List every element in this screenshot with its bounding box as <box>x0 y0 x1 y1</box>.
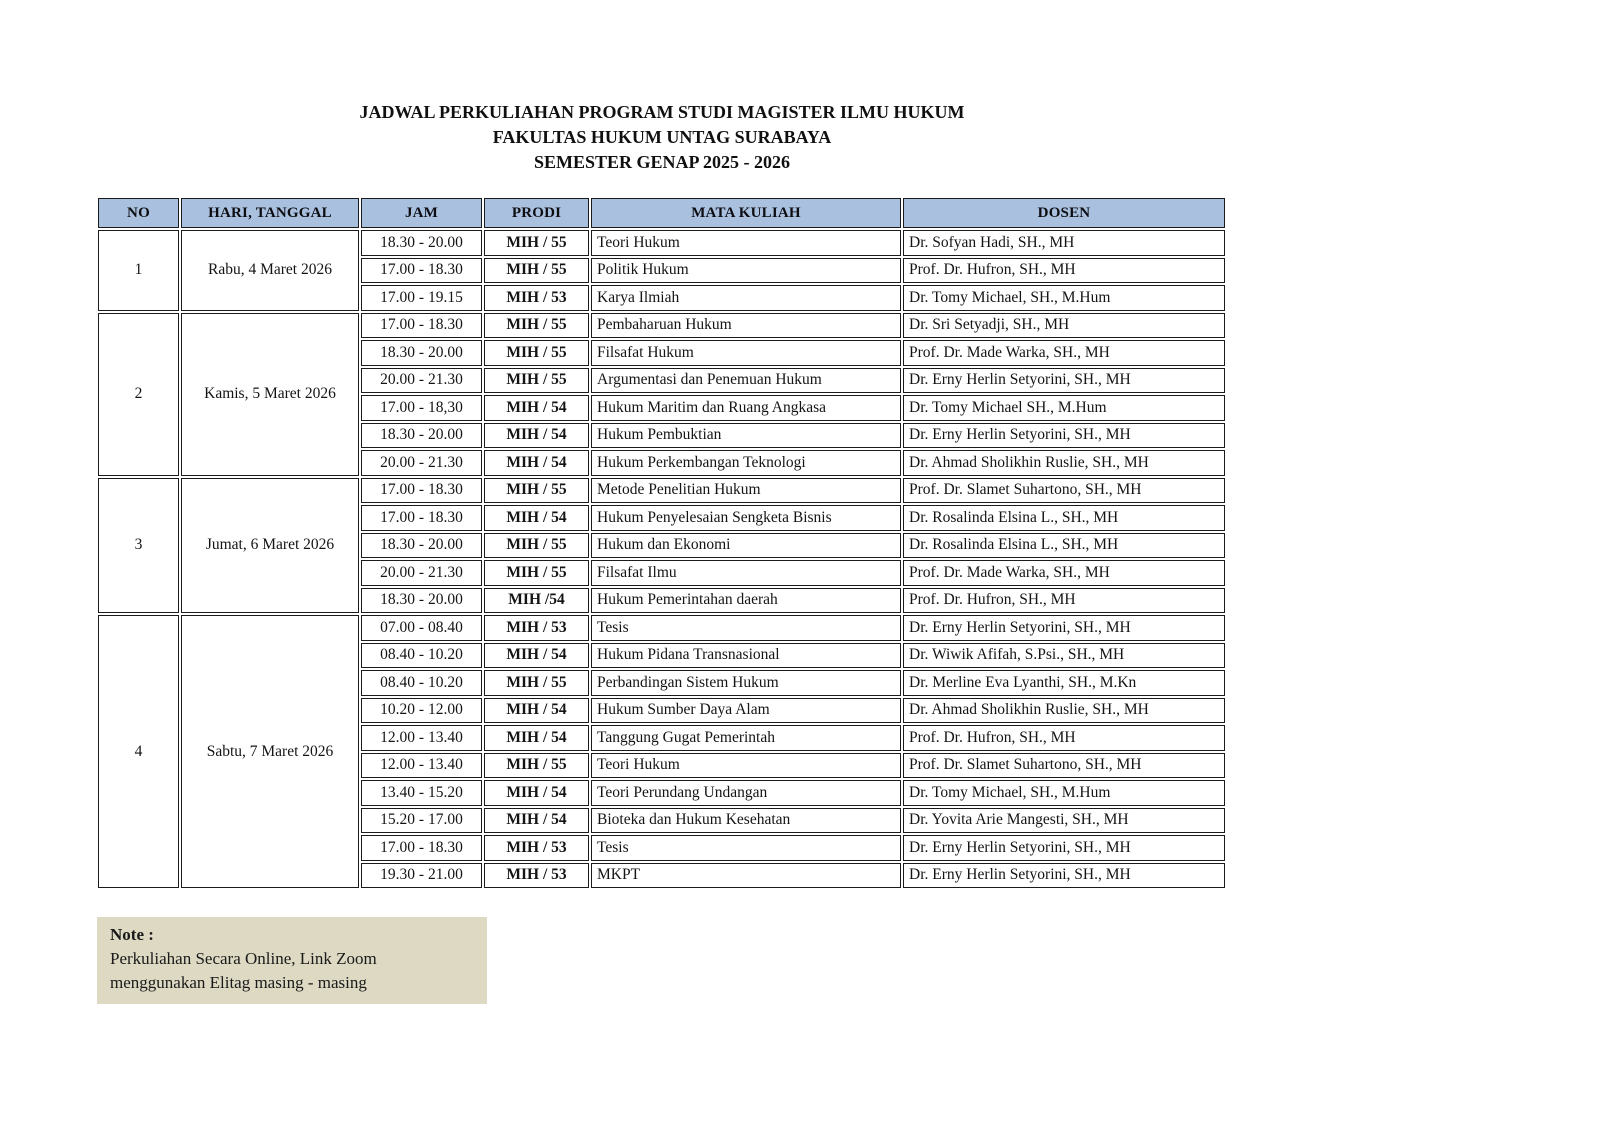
prodi-cell: MIH / 54 <box>484 395 589 421</box>
course-cell: Teori Hukum <box>591 753 901 779</box>
prodi-cell: MIH / 54 <box>484 698 589 724</box>
time-cell: 10.20 - 12.00 <box>361 698 482 724</box>
prodi-cell: MIH / 54 <box>484 643 589 669</box>
course-cell: Teori Perundang Undangan <box>591 780 901 806</box>
course-cell: Hukum Penyelesaian Sengketa Bisnis <box>591 505 901 531</box>
lecturer-cell: Dr. Erny Herlin Setyorini, SH., MH <box>903 423 1225 449</box>
course-cell: Hukum Pidana Transnasional <box>591 643 901 669</box>
no-cell: 2 <box>98 313 179 476</box>
lecturer-cell: Dr. Erny Herlin Setyorini, SH., MH <box>903 863 1225 889</box>
prodi-cell: MIH / 54 <box>484 725 589 751</box>
prodi-cell: MIH /54 <box>484 588 589 614</box>
course-cell: Argumentasi dan Penemuan Hukum <box>591 368 901 394</box>
lecturer-cell: Prof. Dr. Made Warka, SH., MH <box>903 340 1225 366</box>
time-cell: 12.00 - 13.40 <box>361 753 482 779</box>
table-row <box>98 313 1225 339</box>
course-cell: Karya Ilmiah <box>591 285 901 311</box>
course-cell: Tesis <box>591 615 901 641</box>
time-cell: 12.00 - 13.40 <box>361 725 482 751</box>
no-cell: 3 <box>98 478 179 614</box>
prodi-cell: MIH / 55 <box>484 533 589 559</box>
prodi-cell: MIH / 55 <box>484 368 589 394</box>
prodi-cell: MIH / 53 <box>484 285 589 311</box>
lecturer-cell: Dr. Rosalinda Elsina L., SH., MH <box>903 505 1225 531</box>
course-cell: Hukum Perkembangan Teknologi <box>591 450 901 476</box>
lecturer-cell: Prof. Dr. Slamet Suhartono, SH., MH <box>903 753 1225 779</box>
col-header-prodi: PRODI <box>484 198 589 228</box>
time-cell: 17.00 - 18.30 <box>361 258 482 284</box>
course-cell: Metode Penelitian Hukum <box>591 478 901 504</box>
day-cell: Sabtu, 7 Maret 2026 <box>181 615 359 888</box>
time-cell: 17.00 - 18.30 <box>361 505 482 531</box>
lecturer-cell: Dr. Erny Herlin Setyorini, SH., MH <box>903 615 1225 641</box>
time-cell: 18.30 - 20.00 <box>361 533 482 559</box>
prodi-cell: MIH / 55 <box>484 340 589 366</box>
schedule-table-body <box>98 230 1225 888</box>
course-cell: Hukum Sumber Daya Alam <box>591 698 901 724</box>
prodi-cell: MIH / 54 <box>484 450 589 476</box>
note-line-1: Perkuliahan Secara Online, Link Zoom <box>110 949 377 968</box>
time-cell: 17.00 - 18.30 <box>361 835 482 861</box>
course-cell: Filsafat Ilmu <box>591 560 901 586</box>
prodi-cell: MIH / 54 <box>484 505 589 531</box>
course-cell: Pembaharuan Hukum <box>591 313 901 339</box>
header-row <box>98 198 1225 228</box>
course-cell: Hukum Pembuktian <box>591 423 901 449</box>
time-cell: 08.40 - 10.20 <box>361 670 482 696</box>
course-cell: MKPT <box>591 863 901 889</box>
lecturer-cell: Dr. Sri Setyadji, SH., MH <box>903 313 1225 339</box>
lecturer-cell: Prof. Dr. Hufron, SH., MH <box>903 588 1225 614</box>
time-cell: 17.00 - 18.30 <box>361 313 482 339</box>
course-cell: Hukum Maritim dan Ruang Angkasa <box>591 395 901 421</box>
col-header-no: NO <box>98 198 179 228</box>
lecturer-cell: Dr. Tomy Michael, SH., M.Hum <box>903 285 1225 311</box>
lecturer-cell: Dr. Ahmad Sholikhin Ruslie, SH., MH <box>903 450 1225 476</box>
time-cell: 18.30 - 20.00 <box>361 588 482 614</box>
prodi-cell: MIH / 55 <box>484 670 589 696</box>
day-cell: Rabu, 4 Maret 2026 <box>181 230 359 311</box>
schedule-table <box>96 196 1227 890</box>
course-cell: Tanggung Gugat Pemerintah <box>591 725 901 751</box>
lecturer-cell: Dr. Merline Eva Lyanthi, SH., M.Kn <box>903 670 1225 696</box>
course-cell: Hukum Pemerintahan daerah <box>591 588 901 614</box>
prodi-cell: MIH / 55 <box>484 753 589 779</box>
note-box <box>97 917 487 1004</box>
lecturer-cell: Dr. Tomy Michael SH., M.Hum <box>903 395 1225 421</box>
lecturer-cell: Dr. Wiwik Afifah, S.Psi., SH., MH <box>903 643 1225 669</box>
lecturer-cell: Prof. Dr. Made Warka, SH., MH <box>903 560 1225 586</box>
time-cell: 18.30 - 20.00 <box>361 340 482 366</box>
day-cell: Kamis, 5 Maret 2026 <box>181 313 359 476</box>
col-header-hari-tanggal: HARI, TANGGAL <box>181 198 359 228</box>
time-cell: 20.00 - 21.30 <box>361 368 482 394</box>
lecturer-cell: Dr. Erny Herlin Setyorini, SH., MH <box>903 368 1225 394</box>
no-cell: 1 <box>98 230 179 311</box>
lecturer-cell: Dr. Rosalinda Elsina L., SH., MH <box>903 533 1225 559</box>
schedule-table-head <box>98 198 1225 228</box>
lecturer-cell: Prof. Dr. Hufron, SH., MH <box>903 725 1225 751</box>
time-cell: 17.00 - 18.30 <box>361 478 482 504</box>
time-cell: 20.00 - 21.30 <box>361 450 482 476</box>
prodi-cell: MIH / 55 <box>484 230 589 256</box>
time-cell: 07.00 - 08.40 <box>361 615 482 641</box>
table-row <box>98 615 1225 641</box>
prodi-cell: MIH / 53 <box>484 863 589 889</box>
prodi-cell: MIH / 53 <box>484 615 589 641</box>
title-line-1: JADWAL PERKULIAHAN PROGRAM STUDI MAGISTER ILMU HUKUM <box>359 102 965 122</box>
lecturer-cell: Dr. Sofyan Hadi, SH., MH <box>903 230 1225 256</box>
time-cell: 20.00 - 21.30 <box>361 560 482 586</box>
prodi-cell: MIH / 54 <box>484 808 589 834</box>
lecturer-cell: Prof. Dr. Slamet Suhartono, SH., MH <box>903 478 1225 504</box>
day-cell: Jumat, 6 Maret 2026 <box>181 478 359 614</box>
prodi-cell: MIH / 55 <box>484 478 589 504</box>
prodi-cell: MIH / 53 <box>484 835 589 861</box>
course-cell: Teori Hukum <box>591 230 901 256</box>
col-header-mata-kuliah: MATA KULIAH <box>591 198 901 228</box>
course-cell: Hukum dan Ekonomi <box>591 533 901 559</box>
title-line-3: SEMESTER GENAP 2025 - 2026 <box>533 152 791 172</box>
table-row <box>98 478 1225 504</box>
prodi-cell: MIH / 54 <box>484 780 589 806</box>
time-cell: 17.00 - 19.15 <box>361 285 482 311</box>
note-line-2: menggunakan Elitag masing - masing <box>110 973 367 992</box>
time-cell: 15.20 - 17.00 <box>361 808 482 834</box>
time-cell: 19.30 - 21.00 <box>361 863 482 889</box>
time-cell: 13.40 - 15.20 <box>361 780 482 806</box>
lecturer-cell: Dr. Ahmad Sholikhin Ruslie, SH., MH <box>903 698 1225 724</box>
time-cell: 08.40 - 10.20 <box>361 643 482 669</box>
table-row <box>98 230 1225 256</box>
col-header-dosen: DOSEN <box>903 198 1225 228</box>
no-cell: 4 <box>98 615 179 888</box>
prodi-cell: MIH / 55 <box>484 313 589 339</box>
time-cell: 18.30 - 20.00 <box>361 423 482 449</box>
document-title <box>97 100 1227 175</box>
col-header-jam: JAM <box>361 198 482 228</box>
course-cell: Perbandingan Sistem Hukum <box>591 670 901 696</box>
prodi-cell: MIH / 55 <box>484 560 589 586</box>
title-line-2: FAKULTAS HUKUM UNTAG SURABAYA <box>492 127 832 147</box>
course-cell: Tesis <box>591 835 901 861</box>
time-cell: 18.30 - 20.00 <box>361 230 482 256</box>
lecturer-cell: Dr. Erny Herlin Setyorini, SH., MH <box>903 835 1225 861</box>
course-cell: Filsafat Hukum <box>591 340 901 366</box>
lecturer-cell: Dr. Tomy Michael, SH., M.Hum <box>903 780 1225 806</box>
prodi-cell: MIH / 55 <box>484 258 589 284</box>
prodi-cell: MIH / 54 <box>484 423 589 449</box>
course-cell: Politik Hukum <box>591 258 901 284</box>
note-label: Note : <box>110 925 154 944</box>
lecturer-cell: Dr. Yovita Arie Mangesti, SH., MH <box>903 808 1225 834</box>
lecturer-cell: Prof. Dr. Hufron, SH., MH <box>903 258 1225 284</box>
course-cell: Bioteka dan Hukum Kesehatan <box>591 808 901 834</box>
time-cell: 17.00 - 18,30 <box>361 395 482 421</box>
